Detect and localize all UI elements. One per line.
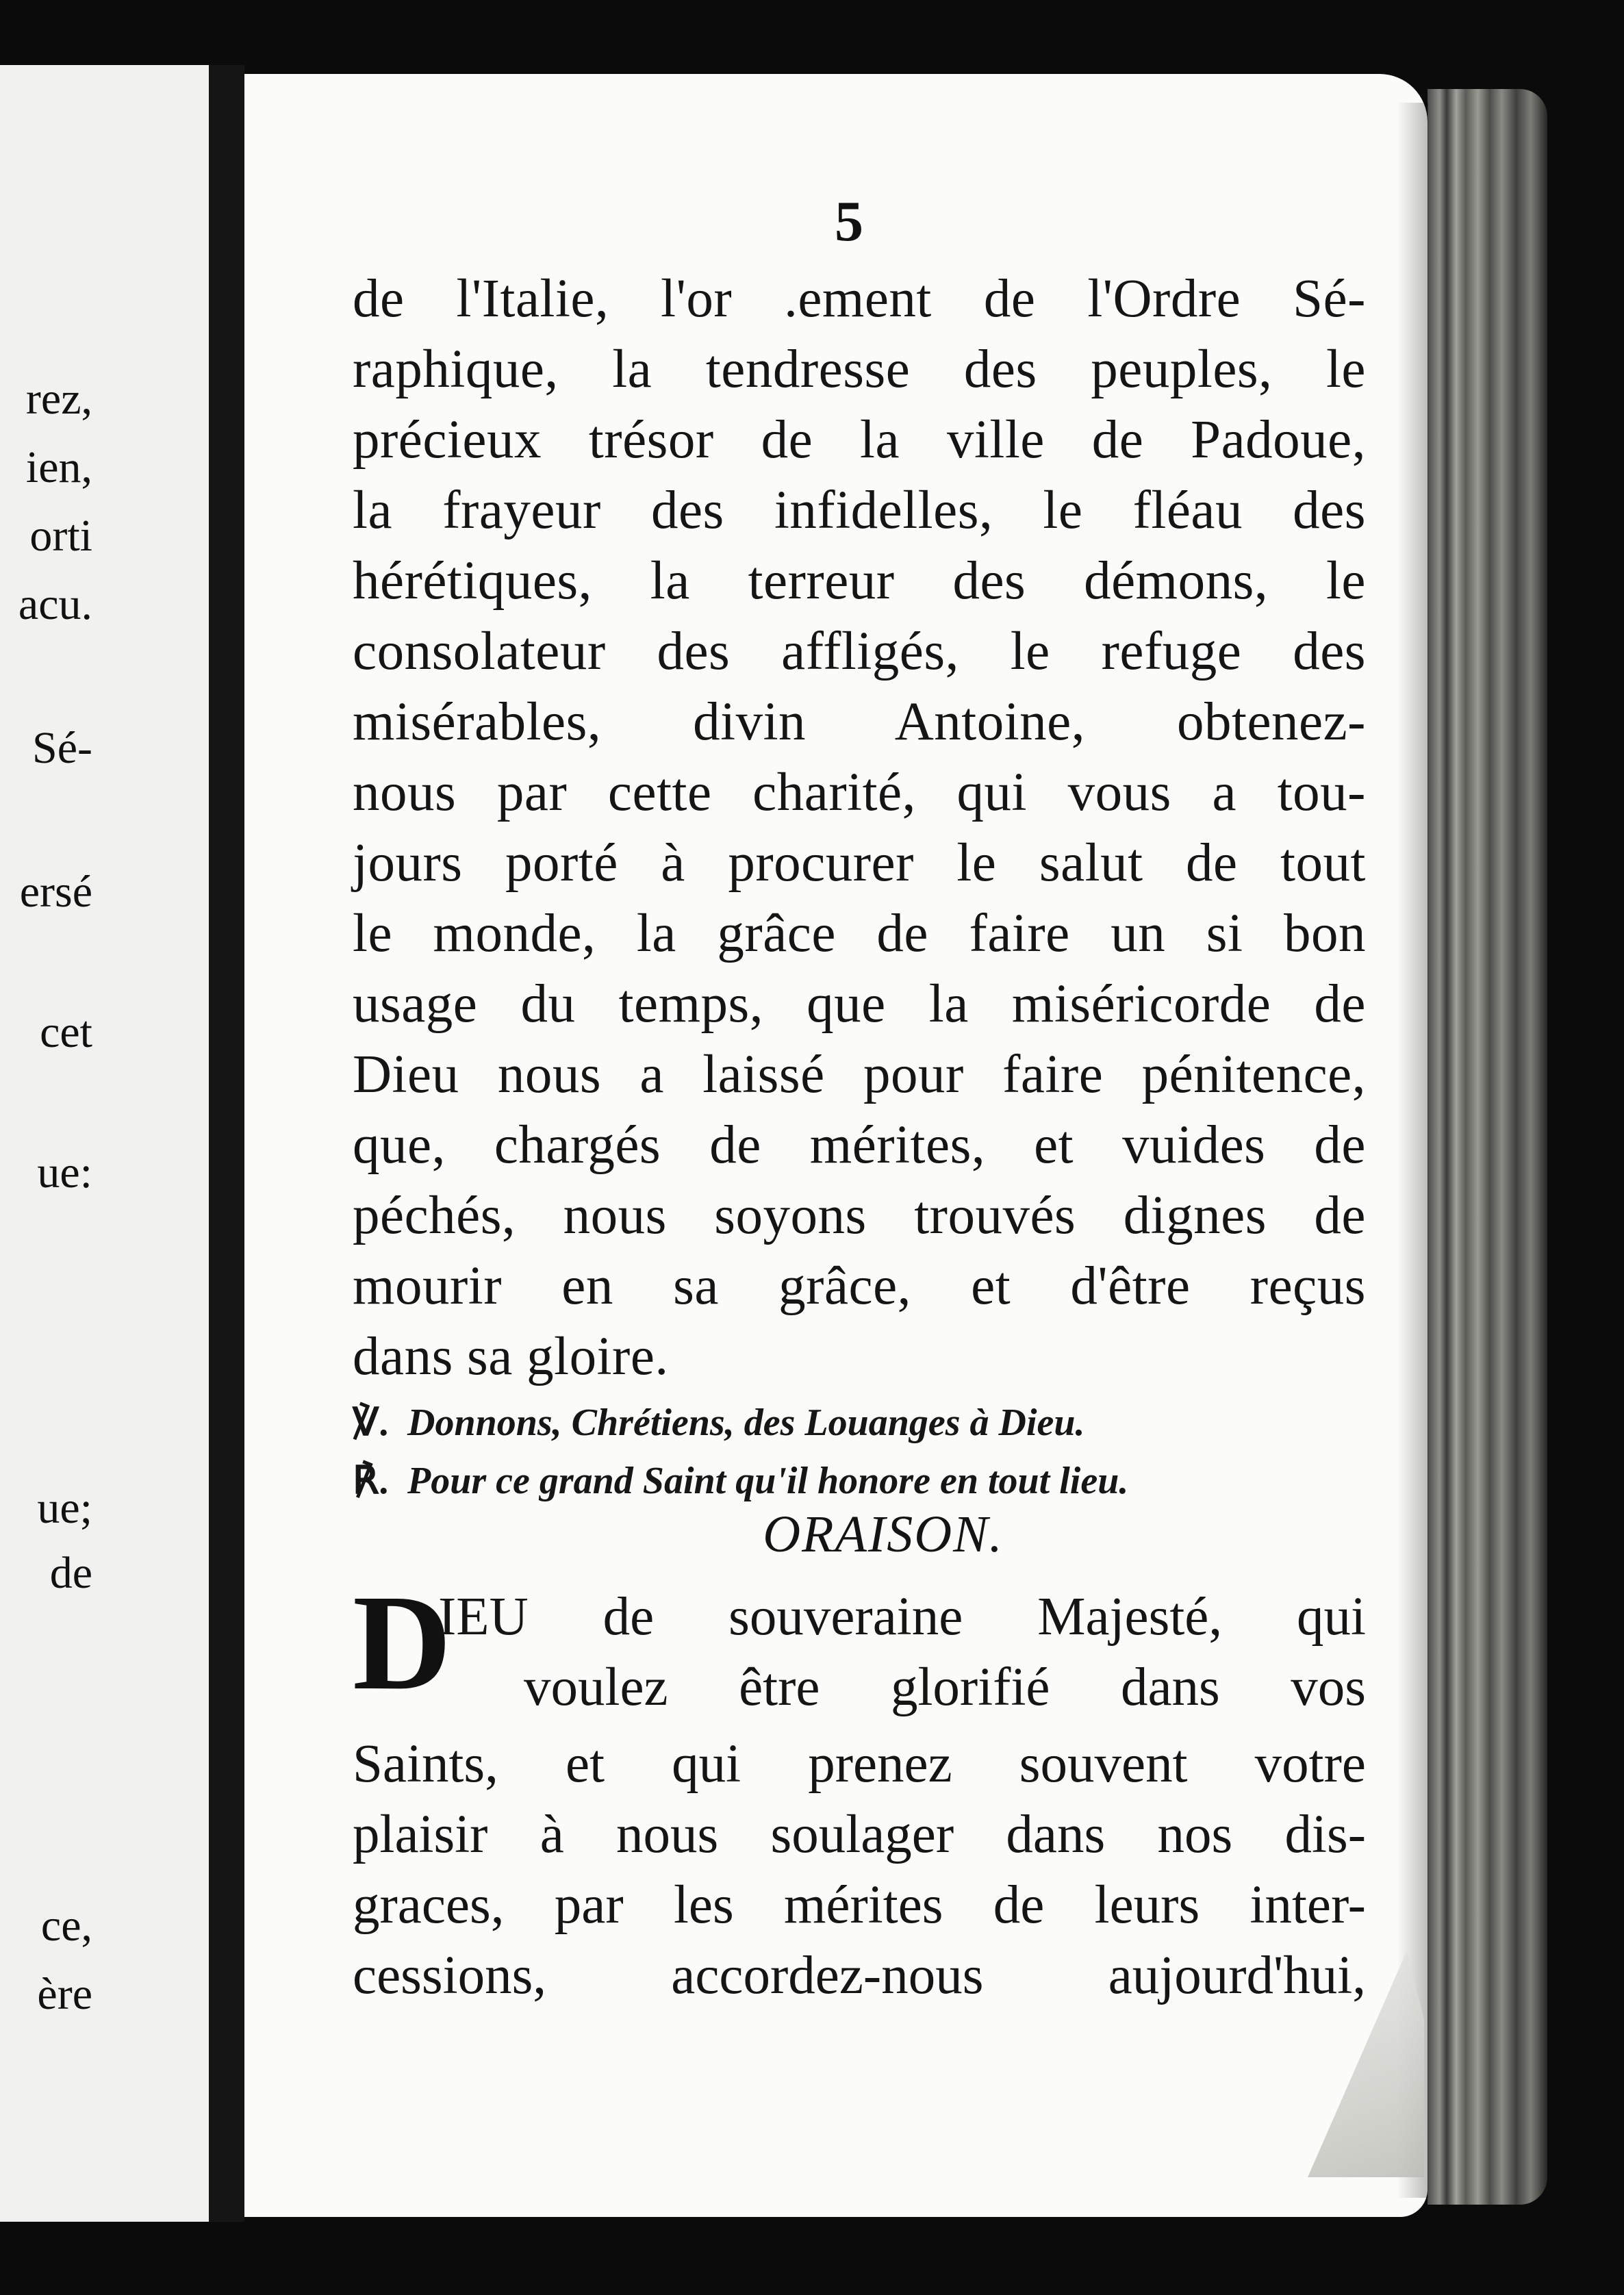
- section-heading: ORAISON.: [763, 1506, 1004, 1563]
- left-page-text: cet: [40, 1007, 92, 1057]
- page-edge-shadow: [1397, 103, 1428, 2198]
- body-paragraph: [353, 264, 1366, 1392]
- versicle-text: Donnons, Chrétiens, des Louanges à Dieu.: [407, 1402, 1085, 1444]
- left-page-text: acu.: [18, 579, 92, 629]
- text-line: jours porté à procurer le salut de tout: [353, 833, 1366, 893]
- response: [353, 1458, 1366, 1503]
- versicle: [353, 1400, 1366, 1445]
- left-page-text: ue:: [37, 1148, 92, 1197]
- text-line: cessions, accordez-nous aujourd'hui,: [353, 1946, 1366, 2005]
- text-line: misérables, divin Antoine, obtenez-: [353, 692, 1366, 752]
- text-line: raphique, la tendresse des peuples, le: [353, 340, 1366, 399]
- gutter-rule: [209, 65, 244, 2222]
- text-line: consolateur des affligés, le refuge des: [353, 622, 1366, 681]
- text-line: hérétiques, la terreur des démons, le: [353, 551, 1366, 611]
- text-line: que, chargés de mérites, et vuides de: [353, 1115, 1366, 1175]
- prayer-paragraph: [353, 1729, 1366, 2011]
- left-page-text: de: [49, 1548, 92, 1598]
- text-line: IEU de souveraine Majesté, qui: [438, 1587, 1366, 1647]
- left-page-text: ien,: [25, 442, 92, 492]
- left-page-text: ce,: [40, 1901, 92, 1951]
- text-line: dans sa gloire.: [353, 1327, 669, 1386]
- response-mark: ℟.: [353, 1460, 389, 1502]
- text-line: usage du temps, que la miséricorde de: [353, 974, 1366, 1034]
- text-line: mourir en sa grâce, et d'être reçus: [353, 1256, 1366, 1316]
- left-page-text: ue;: [37, 1483, 92, 1533]
- left-page-text: ersé: [19, 867, 92, 917]
- left-page-text: ère: [37, 1969, 92, 2019]
- versicle-mark: ℣.: [353, 1402, 389, 1444]
- text-line: Saints, et qui prenez souvent votre: [353, 1734, 1366, 1794]
- left-page-text: Sé-: [32, 723, 92, 773]
- page-number: 5: [835, 190, 863, 253]
- text-line: voulez être glorifié dans vos: [524, 1658, 1366, 1717]
- text-line: graces, par les mérites de leurs inter-: [353, 1875, 1366, 1935]
- text-line: précieux trésor de la ville de Padoue,: [353, 410, 1366, 470]
- left-page-text: rez,: [25, 374, 92, 424]
- left-page-fragment: [0, 65, 209, 2222]
- text-line: péchés, nous soyons trouvés dignes de: [353, 1186, 1366, 1245]
- text-line: le monde, la grâce de faire un si bon: [353, 904, 1366, 963]
- text-line: la frayeur des infidelles, le fléau des: [353, 481, 1366, 540]
- prayer-opening: [438, 1582, 1366, 1723]
- response-text: Pour ce grand Saint qu'il honore en tout lieu.: [407, 1460, 1129, 1502]
- text-line: de l'Italie, l'or .ement de l'Ordre Sé-: [353, 269, 1366, 329]
- text-line: nous par cette charité, qui vous a tou-: [353, 763, 1366, 822]
- text-line: Dieu nous a laissé pour faire pénitence,: [353, 1045, 1366, 1104]
- text-line: plaisir à nous soulager dans nos dis-: [353, 1805, 1366, 1864]
- drop-cap: D: [353, 1567, 452, 1719]
- left-page-text: orti: [29, 511, 92, 561]
- page-edges: [1428, 89, 1547, 2205]
